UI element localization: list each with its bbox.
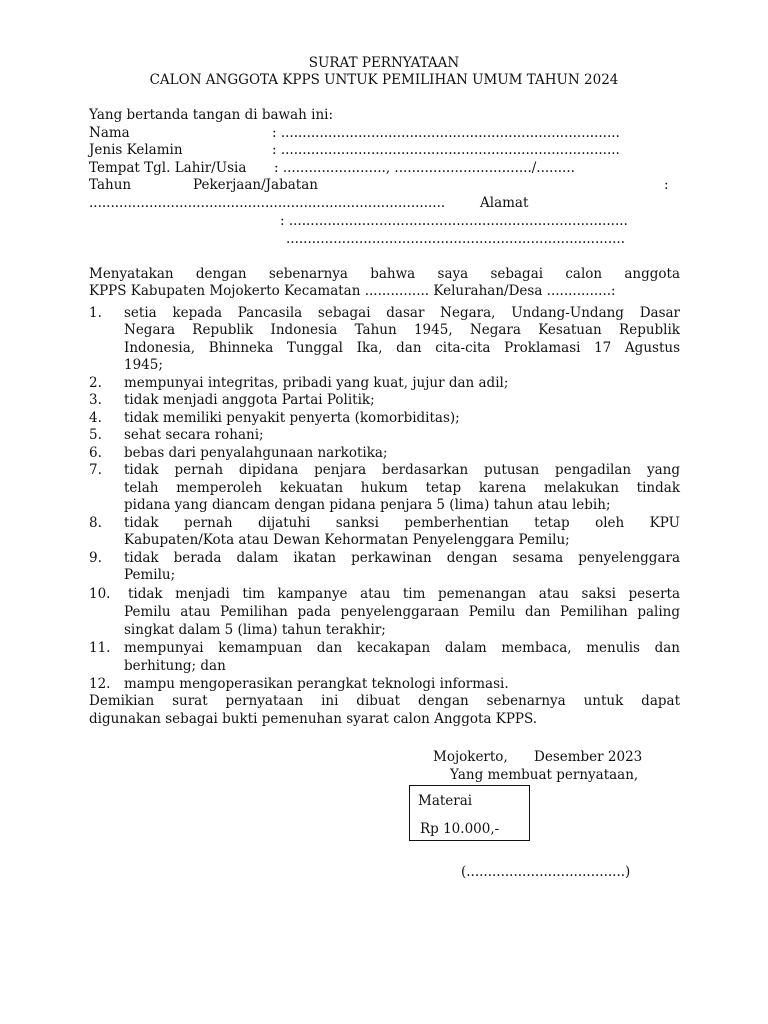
item-line: tidak memiliki penyakit penyerta (komorbiditas); (124, 410, 460, 426)
signature-date: Desember 2023 (534, 749, 643, 765)
item-line: Pemilu atau Pemilihan pada penyelenggaraan Pemilu dan Pemilihan paling (124, 604, 680, 620)
item-number: 7. (89, 462, 102, 478)
item-line: pidana yang diancam dengan pidana penjara 5 (lima) tahun atau lebih; (124, 497, 611, 513)
item-number: 8. (89, 515, 102, 531)
statement-line-2: KPPS Kabupaten Mojokerto Kecamatan ............... Kelurahan/Desa ...............: (89, 283, 616, 299)
jenis-kelamin-label: Jenis Kelamin (89, 142, 183, 158)
signature-place: Mojokerto, (433, 749, 508, 765)
pekerjaan-label: Pekerjaan/Jabatan (193, 177, 318, 193)
item-number: 10. (89, 586, 111, 602)
item-line: setia kepada Pancasila sebagai dasar Negara, Undang-Undang Dasar (124, 305, 680, 321)
ttl-field[interactable]: : ........................, ................................/......... (274, 160, 575, 176)
nama-label: Nama (89, 125, 130, 141)
item-number: 3. (89, 392, 102, 408)
item-line: Kabupaten/Kota atau Dewan Kehormatan Penyelenggara Pemilu; (124, 532, 570, 548)
ttl-label: Tempat Tgl. Lahir/Usia (89, 160, 247, 176)
item-line: tidak berada dalam ikatan perkawinan dengan sesama penyelenggara (124, 550, 680, 566)
item-line: singkat dalam 5 (lima) tahun terakhir; (124, 622, 386, 638)
item-line: tidak pernah dijatuhi sanksi pemberhentian tetap oleh KPU (124, 515, 680, 531)
item-number: 9. (89, 550, 102, 566)
item-line: mempunyai integritas, pribadi yang kuat, jujur dan adil; (124, 375, 509, 391)
item-line: Negara Republik Indonesia Tahun 1945, Negara Kesatuan Republik (124, 322, 680, 338)
item-number: 1. (89, 305, 102, 321)
item-number: 6. (89, 445, 102, 461)
statement-line-1: Menyatakan dengan sebenarnya bahwa saya sebagai calon anggota (89, 266, 680, 282)
item-line: mempunyai kemampuan dan kecakapan dalam membaca, menulis dan (124, 640, 680, 656)
alamat-label: Alamat (480, 195, 529, 211)
item-line: Indonesia, Bhinneka Tunggal Ika, dan cita-cita Proklamasi 17 Agustus (124, 340, 680, 356)
item-number: 12. (89, 676, 111, 692)
item-number: 4. (89, 410, 102, 426)
pekerjaan-colon: : (664, 177, 669, 193)
item-line: bebas dari penyalahgunaan narkotika; (124, 445, 388, 461)
closing-line-1: Demikian surat pernyataan ini dibuat dengan sebenarnya untuk dapat (89, 693, 680, 709)
materai-value: Rp 10.000,- (420, 821, 500, 837)
item-line: tidak menjadi tim kampanye atau tim pemenangan atau saksi peserta (128, 586, 680, 602)
document-title: SURAT PERNYATAAN (308, 55, 460, 71)
item-line: 1945; (124, 357, 163, 373)
signature-name-field[interactable]: (.....................................) (461, 864, 631, 880)
closing-line-2: digunakan sebagai bukti pemenuhan syarat calon Anggota KPPS. (89, 711, 538, 727)
item-line: berhitung; dan (124, 658, 226, 674)
item-line: Pemilu; (124, 567, 176, 583)
pekerjaan-field[interactable]: ................................................................................... (89, 195, 446, 211)
alamat-field-1[interactable]: : ............................................................................... (280, 213, 628, 229)
item-line: sehat secara rohani; (124, 427, 264, 443)
tahun-label: Tahun (89, 177, 132, 193)
intro-text: Yang bertanda tangan di bawah ini: (89, 107, 334, 123)
nama-field[interactable]: : ............................................................................... (272, 125, 620, 141)
document-subtitle: CALON ANGGOTA KPPS UNTUK PEMILIHAN UMUM TAHUN 2024 (149, 72, 619, 88)
item-number: 11. (89, 640, 111, 656)
materai-label: Materai (418, 793, 473, 809)
item-number: 5. (89, 427, 102, 443)
item-number: 2. (89, 375, 102, 391)
item-line: tidak menjadi anggota Partai Politik; (124, 392, 375, 408)
item-line: mampu mengoperasikan perangkat teknologi informasi. (124, 676, 509, 692)
item-line: tidak pernah dipidana penjara berdasarkan putusan pengadilan yang (124, 462, 680, 478)
alamat-field-2[interactable]: ............................................................................... (286, 231, 626, 247)
item-line: telah memperoleh kekuatan hukum tetap karena melakukan tindak (124, 480, 680, 496)
signature-maker: Yang membuat pernyataan, (450, 767, 639, 783)
jenis-kelamin-field[interactable]: : ............................................................................... (272, 142, 620, 158)
